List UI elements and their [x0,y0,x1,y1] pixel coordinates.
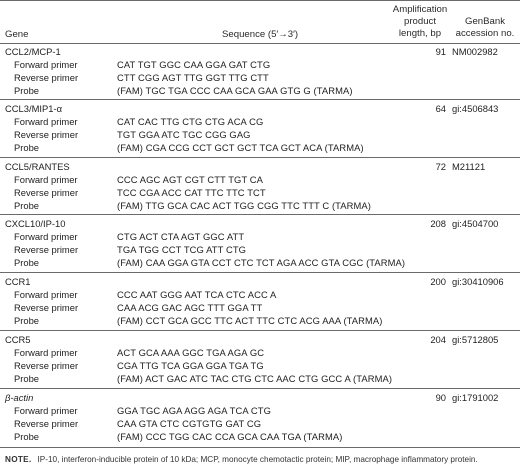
header-sequence: Sequence (5′→3′) [222,29,299,40]
gene-row [0,217,520,230]
forward-primer-label: Forward primer [14,289,78,300]
reverse-primer-row [0,71,520,84]
amplicon-length: 91 [435,46,446,57]
probe-sequence: (FAM) ACT GAC ATC TAC CTG CTC AAC CTG GCC A (TARMA) [117,373,393,384]
gene-row [0,391,520,404]
reverse-primer-row [0,186,520,199]
probe-row [0,199,520,212]
forward-primer-row [0,58,520,71]
reverse-primer-label: Reverse primer [14,244,79,255]
header-length-line1: Amplification [392,4,448,15]
table-top-rule [0,0,520,1]
probe-label: Probe [14,315,40,326]
gene-name: CCL5/RANTES [5,161,70,172]
forward-primer-label: Forward primer [14,347,78,358]
gene-row [0,275,520,288]
gene-row [0,102,520,115]
forward-primer-row [0,173,520,186]
header-length-line3: length, bp [398,28,442,39]
probe-row [0,84,520,97]
forward-primer-row [0,230,520,243]
header-accession-line1: GenBank [464,16,505,27]
reverse-primer-sequence: TGA TGG CCT TCG ATT CTG [117,244,247,255]
forward-primer-sequence: ACT GCA AAA GGC TGA AGA GC [117,347,265,358]
probe-row [0,314,520,327]
reverse-primer-label: Reverse primer [14,302,79,313]
probe-label: Probe [14,431,40,442]
forward-primer-row [0,346,520,359]
probe-row [0,141,520,154]
header-accession [452,16,518,40]
probe-label: Probe [14,200,40,211]
probe-label: Probe [14,142,40,153]
reverse-primer-row [0,359,520,372]
section-rule [0,214,520,215]
forward-primer-row [0,288,520,301]
reverse-primer-sequence: CAA ACG GAC AGC TTT GGA TT [117,302,263,313]
gene-row [0,160,520,173]
gene-name: CXCL10/IP-10 [5,218,66,229]
forward-primer-row [0,115,520,128]
genbank-accession: gi:30410906 [452,276,504,287]
probe-label: Probe [14,85,40,96]
amplicon-length: 208 [430,218,446,229]
reverse-primer-label: Reverse primer [14,187,79,198]
reverse-primer-row [0,128,520,141]
gene-row [0,333,520,346]
reverse-primer-sequence: TCC CGA ACC CAT TTC TTC TCT [117,187,266,198]
forward-primer-sequence: GGA TGC AGA AGG AGA TCA CTG [117,405,271,416]
probe-label: Probe [14,373,40,384]
forward-primer-label: Forward primer [14,231,78,242]
amplicon-length: 64 [435,103,446,114]
amplicon-length: 200 [430,276,446,287]
note-text: IP-10, interferon-inducible protein of 10 kDa; MCP, monocyte chemotactic protein; MIP, macrophage inflammatory protein. [37,455,478,464]
table-note [5,454,478,466]
forward-primer-label: Forward primer [14,59,78,70]
gene-name: CCR5 [5,334,31,345]
section-rule [0,272,520,273]
section-rule [0,99,520,100]
reverse-primer-label: Reverse primer [14,418,79,429]
probe-sequence: (FAM) CGA CCG CCT GCT GCT TCA GCT ACA (TARMA) [117,142,364,153]
probe-sequence: (FAM) CAA GGA GTA CCT CTC TCT AGA ACC GTA CGC (TARMA) [117,257,406,268]
header-rule [0,43,520,44]
genbank-accession: NM002982 [452,46,498,57]
amplicon-length: 72 [435,161,446,172]
probe-row [0,256,520,269]
reverse-primer-row [0,243,520,256]
forward-primer-sequence: CAT TGT GGC CAA GGA GAT CTG [117,59,271,70]
genbank-accession: gi:1791002 [452,392,499,403]
amplicon-length: 204 [430,334,446,345]
note-label: NOTE. [5,455,32,464]
forward-primer-sequence: CCC AGC AGT CGT CTT TGT CA [117,174,264,185]
reverse-primer-sequence: CAA GTA CTC CGTGTG GAT CG [117,418,262,429]
probe-sequence: (FAM) TTG GCA CAC ACT TGG CGG TTC TTT C (TARMA) [117,200,372,211]
section-rule [0,330,520,331]
gene-row [0,45,520,58]
gene-name: CCL2/MCP-1 [5,46,61,57]
section-rule [0,388,520,389]
forward-primer-sequence: CAT CAC TTG CTG CTG ACA CG [117,116,264,127]
reverse-primer-label: Reverse primer [14,360,79,371]
genbank-accession: gi:4504700 [452,218,499,229]
forward-primer-sequence: CTG ACT CTA AGT GGC ATT [117,231,245,242]
reverse-primer-row [0,417,520,430]
header-accession-line2: accession no. [455,28,515,39]
forward-primer-label: Forward primer [14,174,78,185]
header-length [386,4,454,40]
probe-sequence: (FAM) TGC TGA CCC CAA GCA GAA GTG G (TARMA) [117,85,353,96]
genbank-accession: M21121 [452,161,486,172]
probe-row [0,430,520,443]
forward-primer-row [0,404,520,417]
probe-row [0,372,520,385]
reverse-primer-sequence: CGA TTG TCA GGA GGA TGA TG [117,360,264,371]
forward-primer-label: Forward primer [14,116,78,127]
amplicon-length: 90 [435,392,446,403]
gene-name: CCL3/MIP1-α [5,103,62,114]
gene-name: β-actin [5,392,34,403]
probe-sequence: (FAM) CCT GCA GCC TTC ACT TTC CTC ACG AAA (TARMA) [117,315,383,326]
reverse-primer-label: Reverse primer [14,129,79,140]
gene-name: CCR1 [5,276,31,287]
reverse-primer-sequence: CTT CGG AGT TTG GGT TTG CTT [117,72,269,83]
forward-primer-label: Forward primer [14,405,78,416]
probe-sequence: (FAM) CCC TGG CAC CCA GCA CAA TGA (TARMA) [117,431,343,442]
reverse-primer-label: Reverse primer [14,72,79,83]
table-bottom-rule [0,447,520,448]
reverse-primer-row [0,301,520,314]
genbank-accession: gi:5712805 [452,334,499,345]
genbank-accession: gi:4506843 [452,103,499,114]
reverse-primer-sequence: TGT GGA ATC TGC CGG GAG [117,129,251,140]
header-length-line2: product [404,16,436,27]
header-gene: Gene [5,29,29,40]
section-rule [0,157,520,158]
probe-label: Probe [14,257,40,268]
forward-primer-sequence: CCC AAT GGG AAT TCA CTC ACC A [117,289,277,300]
